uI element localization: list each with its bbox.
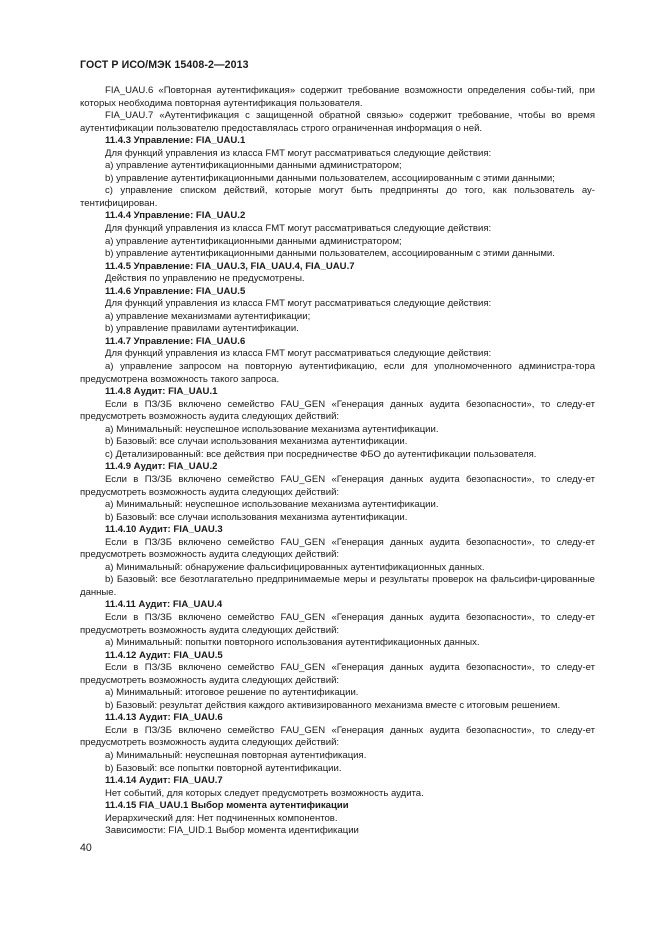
paragraph: Для функций управления из класса FMT могут рассматриваться следующие действия: [105,348,492,360]
paragraph: Если в ПЗ/ЗБ включено семейство FAU_GEN «Генерация данных аудита безопасности», то следу-ет предусмотреть возможность аудита следующих действий: [80,398,595,423]
page-number: 40 [80,842,92,854]
paragraph: b) Базовый: все случаи использования механизма аутентификации. [105,511,408,523]
paragraph: Нет событий, для которых следует предусмотреть возможность аудита. [105,787,424,799]
paragraph: Если в ПЗ/ЗБ включено семейство FAU_GEN «Генерация данных аудита безопасности», то следу-ет предусмотреть возможность аудита следующих действий: [80,724,595,749]
section-heading: 11.4.7 Управление: FIA_UAU.6 [105,335,246,347]
paragraph: c) Детализированный: все действия при посредничестве ФБО до аутентификации пользователя. [105,448,537,460]
section-heading: 11.4.9 Аудит: FIA_UAU.2 [105,461,218,473]
paragraph: b) Базовый: результат действия каждого активизированного механизма вместе с итоговым решением. [105,699,561,711]
paragraph: b) управление правилами аутентификации. [105,323,299,335]
paragraph: Иерархический для: Нет подчиненных компонентов. [105,812,338,824]
paragraph: a) управление механизмами аутентификации; [105,310,311,322]
paragraph: Для функций управления из класса FMT могут рассматриваться следующие действия: [105,147,492,159]
paragraph: a) управление аутентификационными данными администратором; [105,160,402,172]
paragraph: a) управление аутентификационными данными администратором; [105,235,402,247]
paragraph: Для функций управления из класса FMT могут рассматриваться следующие действия: [105,223,492,235]
paragraph: Действия по управлению не предусмотрены. [105,273,305,285]
paragraph: FIA_UAU.6 «Повторная аутентификация» содержит требование возможности определения собы-тий, при которых необходима повторная аутентификация пользователя. [80,85,595,109]
section-heading: 11.4.15 FIA_UAU.1 Выбор момента аутентификации [105,800,349,812]
paragraph: c) управление списком действий, которые могут быть предприняты до того, как пользователь ау-тентифицирован. [80,185,595,209]
section-heading: 11.4.8 Аудит: FIA_UAU.1 [105,386,218,398]
paragraph: b) Базовый: все безотлагательно предпринимаемые меры и результаты проверок на фальсифи-цированные данные. [80,574,595,598]
paragraph: FIA_UAU.7 «Аутентификация с защищенной обратной связью» содержит требование, чтобы во время аутентификации пользователю предоставлялась строго ограниченная информация о ней. [80,110,595,134]
paragraph: b) Базовый: все попытки повторной аутентификации. [105,762,342,774]
section-heading: 11.4.5 Управление: FIA_UAU.3, FIA_UAU.4, FIA_UAU.7 [105,260,355,272]
section-heading: 11.4.13 Аудит: FIA_UAU.6 [105,712,223,724]
section-heading: 11.4.14 Аудит: FIA_UAU.7 [105,775,223,787]
paragraph: a) Минимальный: обнаружение фальсифицированных аутентификационных данных. [105,561,485,573]
paragraph: a) управление запросом на повторную аутентификацию, если для уполномоченного администра-тора предусмотрена возможность такого запроса. [80,361,595,385]
paragraph: b) управление аутентификационными данными пользователем, ассоциированным с этими данными; [105,172,555,184]
paragraph: a) Минимальный: неуспешное использование механизма аутентификации. [105,423,439,435]
paragraph: a) Минимальный: неуспешная повторная аутентификация. [105,749,367,761]
paragraph: Если в ПЗ/ЗБ включено семейство FAU_GEN «Генерация данных аудита безопасности», то следу-ет предусмотреть возможность аудита следующих действий: [80,611,595,636]
paragraph: Если в ПЗ/ЗБ включено семейство FAU_GEN «Генерация данных аудита безопасности», то следу-ет предусмотреть возможность аудита следующих действий: [80,662,595,686]
document-body [80,85,595,838]
section-heading: 11.4.11 Аудит: FIA_UAU.4 [105,599,223,611]
section-heading: 11.4.3 Управление: FIA_UAU.1 [105,135,246,147]
document-header: ГОСТ Р ИСО/МЭК 15408-2—2013 [80,59,249,71]
paragraph: b) управление аутентификационными данными пользователем, ассоциированным с этими данными. [105,248,555,260]
paragraph: Для функций управления из класса FMT могут рассматриваться следующие действия: [105,298,492,310]
section-heading: 11.4.12 Аудит: FIA_UAU.5 [105,649,223,661]
paragraph: a) Минимальный: итоговое решение по аутентификации. [105,687,359,699]
paragraph: Зависимости: FIA_UID.1 Выбор момента идентификации [105,825,359,837]
section-heading: 11.4.10 Аудит: FIA_UAU.3 [105,524,223,536]
paragraph: Если в ПЗ/ЗБ включено семейство FAU_GEN «Генерация данных аудита безопасности», то следу-ет предусмотреть возможность аудита следующих действий: [80,536,595,561]
paragraph: a) Минимальный: попытки повторного использования аутентификационных данных. [105,637,480,649]
paragraph: b) Базовый: все случаи использования механизма аутентификации. [105,436,408,448]
paragraph: Если в ПЗ/ЗБ включено семейство FAU_GEN «Генерация данных аудита безопасности», то следу-ет предусмотреть возможность аудита следующих действий: [80,473,595,498]
section-heading: 11.4.6 Управление: FIA_UAU.5 [105,285,246,297]
section-heading: 11.4.4 Управление: FIA_UAU.2 [105,210,246,222]
paragraph: a) Минимальный: неуспешное использование механизма аутентификации. [105,499,439,511]
